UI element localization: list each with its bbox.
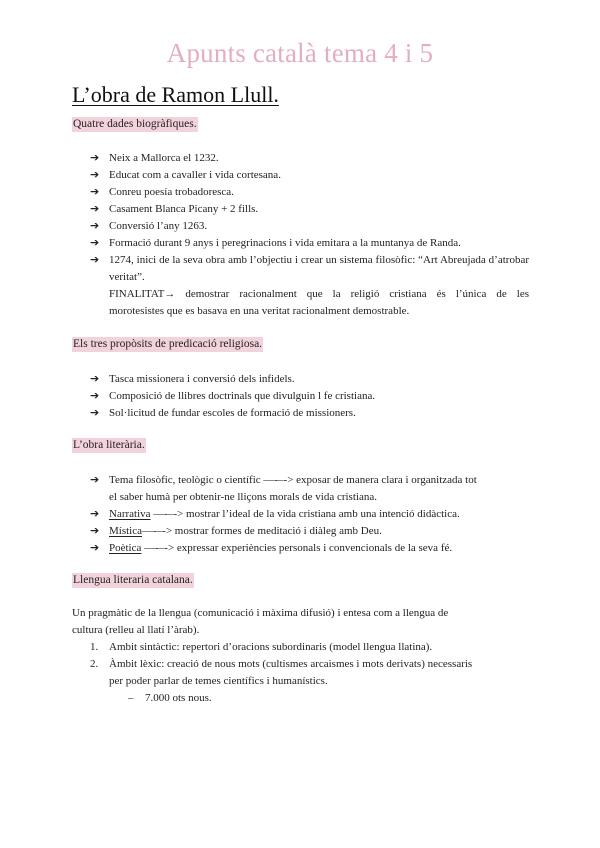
arrow-bullet-icon: ➔ [90,202,100,215]
term-poetica: Poètica [109,542,142,554]
section-heading-obra-literaria: L’obra literària. [73,439,145,451]
arrow-bullet-icon: ➔ [90,389,100,402]
arrow-bullet-icon: ➔ [90,253,100,266]
section-heading-llengua: Llengua literaria catalana. [73,574,193,586]
arrow-bullet-icon: ➔ [90,524,100,537]
numbered-item: Àmbit lèxic: creació de nous mots (cultismes arcaismes i mots derivats) necessaris [109,658,473,670]
term-mistica: Mística [109,525,142,537]
numbered-item: Ambit sintàctic: repertori d’oracions subordinaris (model llengua llatina). [109,641,433,653]
document-page: Apunts català tema 4 i 5 L’obra de Ramon Llull. Quatre dades biogràfiques. ➔ Neix a Mallorca el 1232. ➔ Educat com a cavaller i vida cortesana. ➔ Conreu poesía trobadoresca. ➔ Casament Blanca Picany + 2 fills. ➔ Conversió l’any 1263. ➔ Formació durant 9 anys i peregrinacions i vida emitara a la muntanya de Randa. ➔ 1274, inici de la seva obra amb l’objectiu i crear un sistema filosòfic: “Art Abreujada d’atrobar veritat”. FINALITAT→ demostrar racionalment que la religió cristiana és l’única de les morotesistes que es basava en una veritat racionalment demostrable. Els tres propòsits de predicació religiosa. ➔ Tasca missionera i conversió dels infidels. ➔ Composició de llibres doctrinals que divulguin l fe cristiana. ➔ Sol·licitud de fundar escoles de formació de missioners. L’obra literària. ➔ Tema filosòfic, teològic o científic —-–-> exposar de manera clara i organitzada tot el saber humà per obtenir-ne lliçons morals de vida cristiana. ➔ Narrativa —-–-> mostrar l’ideal de la vida cristiana amb una intenció didàctica. ➔ Mística—-–-> mostrar formes de meditació i diàleg amb Deu. ➔ Poètica —-–-> expressar experiències personals i convencionals de la seva fé. Llengua literaria catalana. Un pragmàtic de la llengua (comunicació i màxima difusió) i entesa com a llengua de cultura (relleu al llatí l’àrab). 1. Ambit sintàctic: repertori d’oracions subordinaris (model llengua llatina). 2. Àmbit lèxic: creació de nous mots (cultismes arcaismes i mots derivats) necessaris per poder parlar de temes científics i humanístics. – 7.000 ots nous. [0,0,600,848]
document-title: Apunts català tema 4 i 5 [166,38,434,68]
arrow-bullet-icon: ➔ [90,236,100,249]
finalitat-line: FINALITAT→ demostrar racionalment que la religió cristiana és l’única de les [109,288,529,300]
arrow-bullet-icon: ➔ [90,185,100,198]
term-narrativa: Narrativa [109,508,151,520]
arrow-bullet-icon: ➔ [90,372,100,385]
arrow-bullet-icon: ➔ [90,219,100,232]
paragraph: cultura (relleu al llatí l’àrab). [72,624,200,636]
arrow-bullet-icon: ➔ [90,151,100,164]
section-heading-propositos: Els tres propòsits de predicació religiosa. [73,338,263,350]
list-number: 1. [90,641,99,653]
numbered-item-continuation: per poder parlar de temes científics i humanístics. [109,675,328,687]
arrow-bullet-icon: ➔ [90,473,100,486]
main-heading: L’obra de Ramon Llull. [72,82,279,107]
arrow-bullet-icon: ➔ [90,168,100,181]
list-item-continuation: el saber humà per obtenir-ne lliçons morals de vida cristiana. [109,491,377,503]
section-heading-biografia: Quatre dades biogràfiques. [73,118,197,130]
finalitat-line: morotesistes que es basava en una veritat racionalment demostrable. [109,305,410,317]
arrow-bullet-icon: ➔ [90,541,100,554]
list-number: 2. [90,658,99,670]
sub-item: 7.000 ots nous. [145,692,212,704]
arrow-bullet-icon: ➔ [90,406,100,419]
arrow-bullet-icon: ➔ [90,507,100,520]
paragraph: Un pragmàtic de la llengua (comunicació i màxima difusió) i entesa com a llengua de [72,607,449,619]
dash-bullet: – [128,692,134,704]
